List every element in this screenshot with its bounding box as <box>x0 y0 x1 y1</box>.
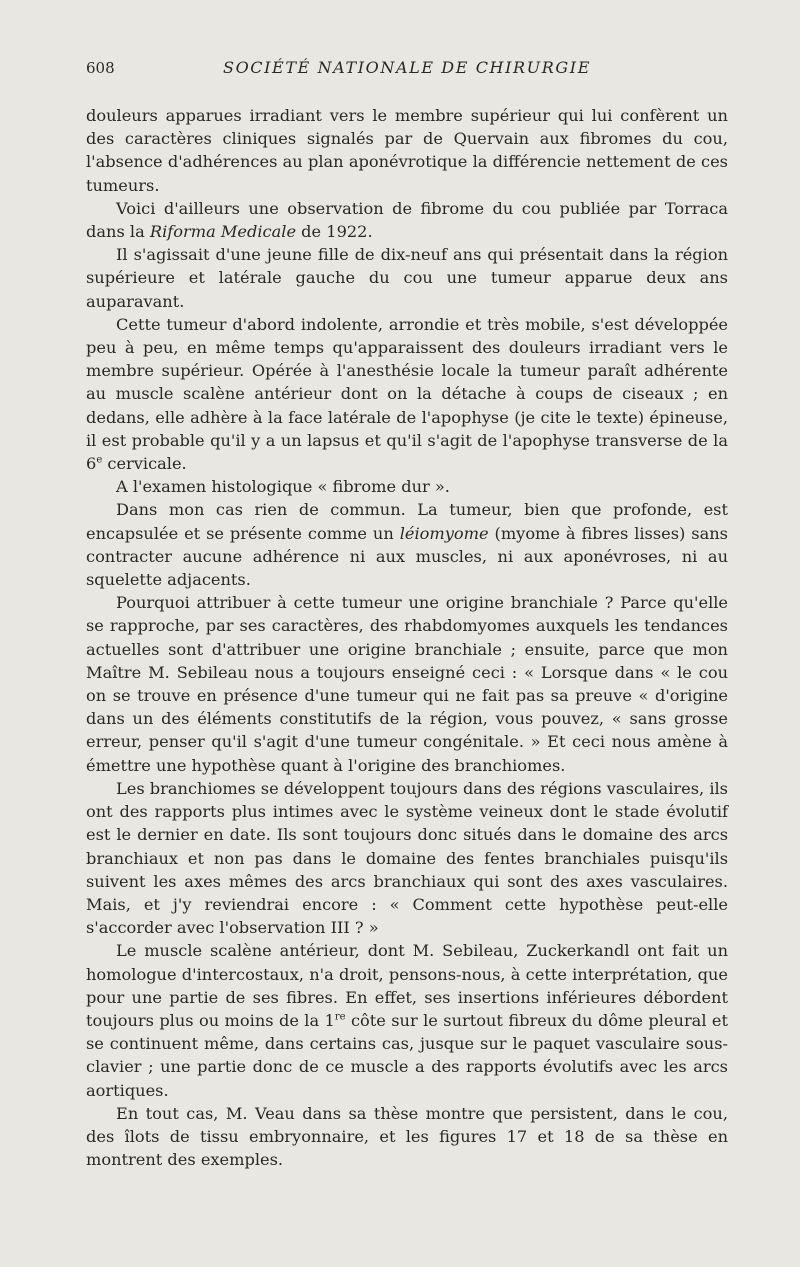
paragraph: A l'examen histologique « fibrome dur ». <box>116 477 450 497</box>
emphasized-term: léiomyome <box>399 523 489 543</box>
paragraph: Pourquoi attribuer à cette tumeur une origine branchiale ? Parce qu'elle se rapproche, par ses caractères, des rhabdomyomes auxquels les tendances actuelles sont d'attribuer une origine branchiale ; ensuite, parce que mon Maître M. Sebileau nous a toujours enseigné ceci : « Lorsque dans « le cou on se trouve en présence d'une tumeur qui ne fait pas sa preuve « d'origine dans un des éléments constitutifs de la région, vous pouvez, « sans grosse erreur, penser qu'il s'agit d'une tumeur congénitale. » Et ceci nous amène à émettre une hypothèse quant à l'origine des branchiomes. <box>86 593 728 775</box>
paragraph: En tout cas, M. Veau dans sa thèse montre que persistent, dans le cou, des îlots de tissu embryonnaire, et les figures 17 et 18 de sa thèse en montrent des exemples. <box>86 1103 728 1170</box>
paragraph: douleurs apparues irradiant vers le membre supérieur qui lui confèrent un des caractères cliniques signalés par de Quervain aux fibromes du cou, l'absence d'adhérences au plan aponévrotique la différencie nettement de ces tumeurs. <box>86 106 728 195</box>
page-number: 608 <box>86 59 115 77</box>
paragraph: Voici d'ailleurs une observation de fibrome du cou publiée par Torraca dans la Riforma Medicale de 1922. <box>86 198 728 242</box>
ordinal-superscript: e <box>96 454 103 466</box>
ordinal-superscript: re <box>334 1011 346 1023</box>
paragraph: Le muscle scalène antérieur, dont M. Sebileau, Zuckerkandl ont fait un homologue d'intercostaux, n'a droit, pensons-nous, à cette interprétation, que pour une partie de ses fibres. En effet, ses insertions inférieures débordent toujours plus ou moins de la 1re côte sur le surtout fibreux du dôme pleural et se continuent même, dans certains cas, jusque sur le paquet vasculaire sous-clavier ; une partie donc de ce muscle a des rapports évolutifs avec les arcs aortiques. <box>86 941 728 1100</box>
body-text <box>86 104 728 1171</box>
running-title: SOCIÉTÉ NATIONALE DE CHIRURGIE <box>223 58 591 77</box>
page-header <box>86 58 728 88</box>
journal-title: Riforma Medicale <box>149 222 297 242</box>
paragraph: Les branchiomes se développent toujours dans des régions vasculaires, ils ont des rapports plus intimes avec le système veineux dont le stade évolutif est le dernier en date. Ils sont toujours donc situés dans le domaine des arcs branchiaux et non pas dans le domaine des fentes branchiales puisqu'ils suivent les axes mêmes des arcs branchiaux qui sont des axes vasculaires. Mais, et j'y reviendrai encore : « Comment cette hypothèse peut-elle s'accorder avec l'observation III ? » <box>86 778 728 938</box>
paragraph: Cette tumeur d'abord indolente, arrondie et très mobile, s'est développée peu à peu, en même temps qu'apparaissent des douleurs irradiant vers le membre supérieur. Opérée à l'anesthésie locale la tumeur paraît adhérente au muscle scalène antérieur dont on la détache à coups de ciseaux ; en dedans, elle adhère à la face latérale de l'apophyse (je cite le texte) épineuse, il est probable qu'il y a un lapsus et qu'il s'agit de l'apophyse transverse de la 6e cervicale. <box>86 314 728 474</box>
paragraph: Il s'agissait d'une jeune fille de dix-neuf ans qui présentait dans la région supérieure et latérale gauche du cou une tumeur apparue deux ans auparavant. <box>86 245 728 311</box>
paragraph: Dans mon cas rien de commun. La tumeur, bien que profonde, est encapsulée et se présente comme un léiomyome (myome à fibres lisses) sans contracter aucune adhérence ni aux muscles, ni aux aponévroses, ni au squelette adjacents. <box>86 500 728 590</box>
